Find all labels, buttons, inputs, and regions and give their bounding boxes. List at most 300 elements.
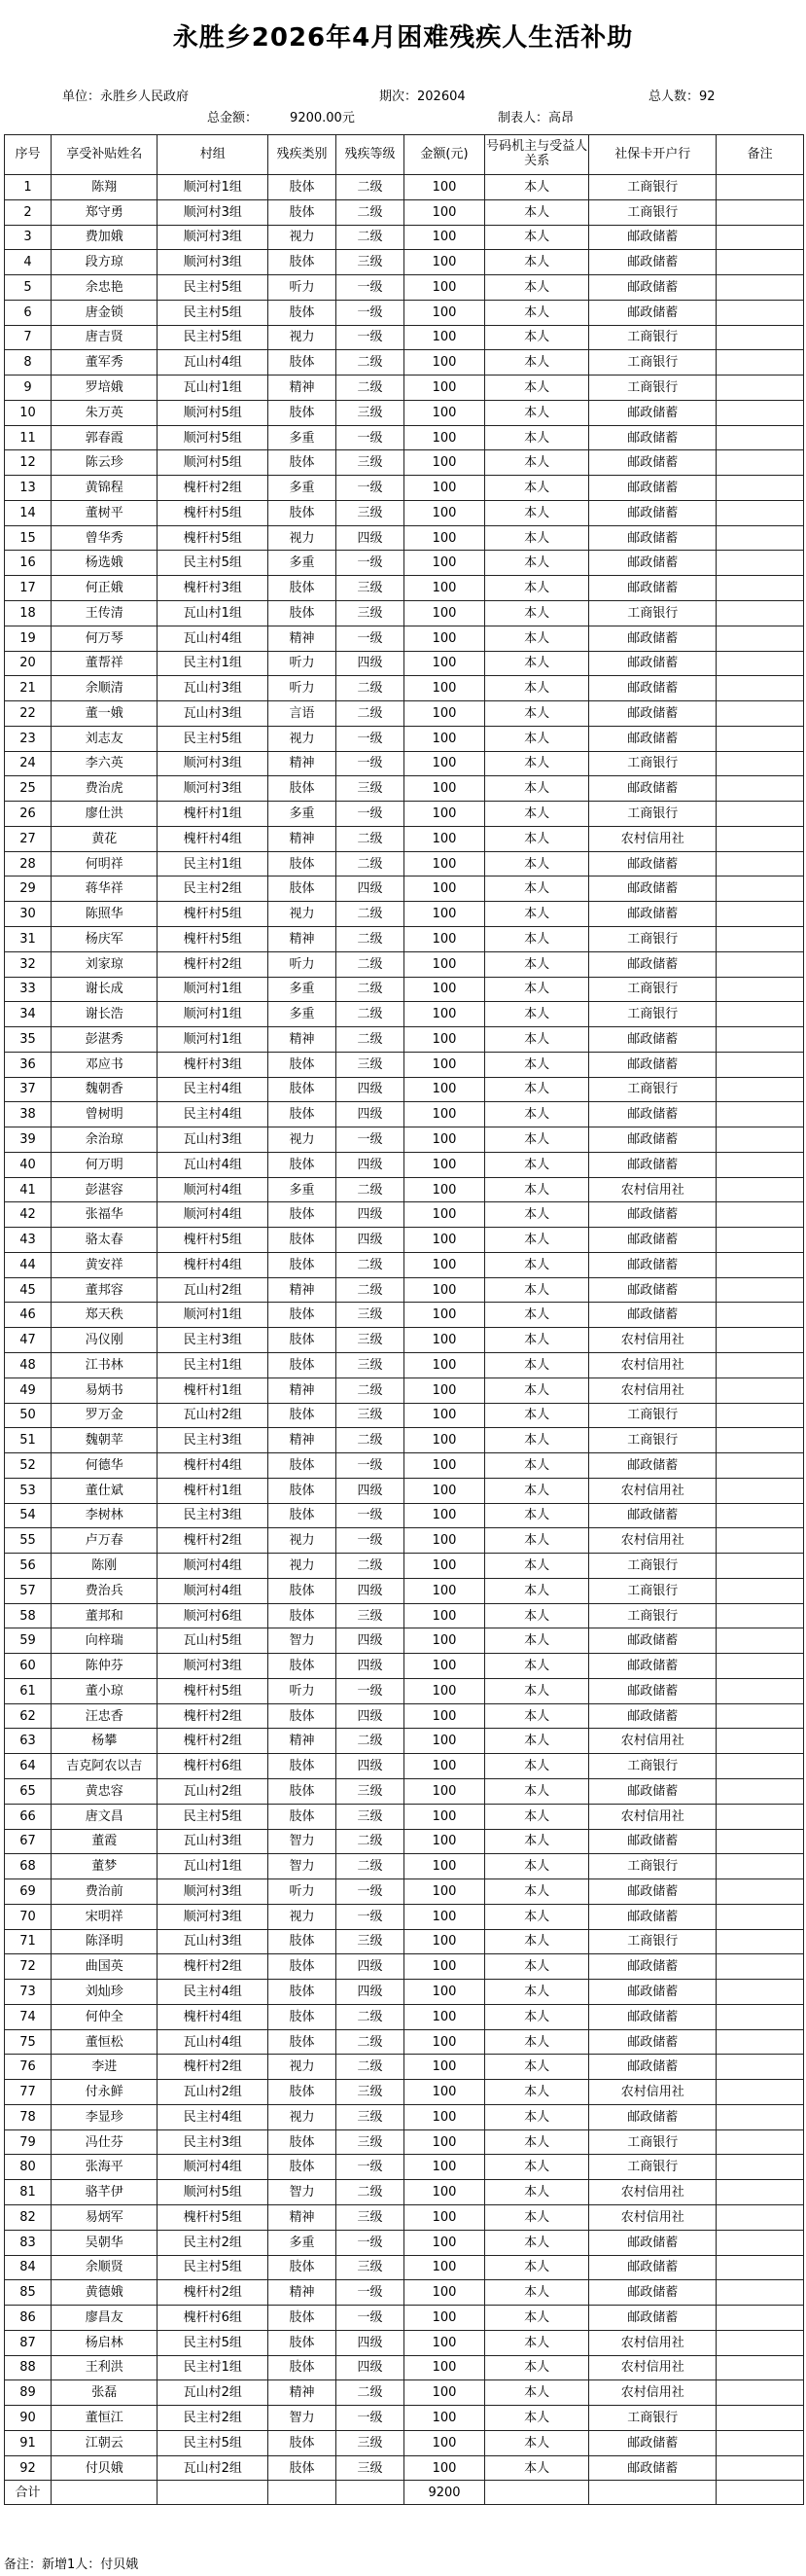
disability-type: 肢体	[268, 1303, 336, 1328]
relation: 本人	[485, 2455, 589, 2481]
bank: 邮政储蓄	[589, 2029, 717, 2055]
disability-level: 三级	[336, 500, 404, 525]
village-group: 槐杆村4组	[158, 2004, 268, 2029]
table-row	[5, 551, 804, 576]
total-cell-empty	[158, 2481, 268, 2505]
disability-level: 四级	[336, 1703, 404, 1729]
bank: 工商银行	[589, 2406, 717, 2431]
row-index: 67	[5, 1829, 52, 1854]
bank: 工商银行	[589, 2129, 717, 2155]
recipient-name: 陈泽明	[52, 1929, 158, 1954]
disability-level: 四级	[336, 1077, 404, 1102]
recipient-name: 杨选娥	[52, 551, 158, 576]
note-cell	[717, 1202, 804, 1228]
disability-level: 四级	[336, 1102, 404, 1127]
recipient-name: 谢长成	[52, 977, 158, 1002]
village-group: 民主村1组	[158, 851, 268, 877]
relation: 本人	[485, 1804, 589, 1829]
recipient-name: 张福华	[52, 1202, 158, 1228]
bank: 农村信用社	[589, 1804, 717, 1829]
village-group: 民主村5组	[158, 1804, 268, 1829]
bank: 工商银行	[589, 601, 717, 626]
note-cell	[717, 1729, 804, 1754]
table-row	[5, 1453, 804, 1479]
row-index: 41	[5, 1177, 52, 1202]
table-row	[5, 2430, 804, 2455]
relation: 本人	[485, 2280, 589, 2306]
recipient-name: 黄德娥	[52, 2280, 158, 2306]
disability-level: 一级	[336, 751, 404, 776]
bank: 邮政储蓄	[589, 225, 717, 250]
note-cell	[717, 802, 804, 827]
recipient-name: 李六英	[52, 751, 158, 776]
relation: 本人	[485, 2230, 589, 2255]
note-cell	[717, 325, 804, 350]
amount: 100	[403, 2104, 484, 2129]
note-cell	[717, 701, 804, 727]
village-group: 槐杆村2组	[158, 1729, 268, 1754]
note-cell	[717, 1002, 804, 1027]
disability-type: 肢体	[268, 2155, 336, 2180]
table-row	[5, 2330, 804, 2355]
village-group: 瓦山村1组	[158, 601, 268, 626]
relation: 本人	[485, 2430, 589, 2455]
recipient-name: 郑守勇	[52, 199, 158, 225]
amount: 100	[403, 1377, 484, 1403]
table-row	[5, 1854, 804, 1879]
disability-type: 肢体	[268, 1503, 336, 1528]
village-group: 顺河村1组	[158, 1303, 268, 1328]
bank: 邮政储蓄	[589, 551, 717, 576]
table-row	[5, 1528, 804, 1554]
relation: 本人	[485, 1152, 589, 1177]
table-row	[5, 476, 804, 501]
amount: 100	[403, 1152, 484, 1177]
amount: 100	[403, 1854, 484, 1879]
disability-type: 言语	[268, 701, 336, 727]
table-row	[5, 2004, 804, 2029]
village-group: 顺河村1组	[158, 1002, 268, 1027]
disability-type: 精神	[268, 1729, 336, 1754]
note-cell	[717, 2306, 804, 2331]
disability-level: 二级	[336, 175, 404, 200]
amount: 100	[403, 2129, 484, 2155]
disability-level: 二级	[336, 951, 404, 977]
relation: 本人	[485, 977, 589, 1002]
row-index: 16	[5, 551, 52, 576]
recipient-name: 张海平	[52, 2155, 158, 2180]
note-cell	[717, 2380, 804, 2406]
row-index: 74	[5, 2004, 52, 2029]
amount: 100	[403, 1603, 484, 1628]
table-row	[5, 1804, 804, 1829]
relation: 本人	[485, 175, 589, 200]
note-cell	[717, 1277, 804, 1303]
relation: 本人	[485, 1854, 589, 1879]
bank: 邮政储蓄	[589, 1052, 717, 1077]
village-group: 槐杆村2组	[158, 1528, 268, 1554]
disability-level: 三级	[336, 576, 404, 601]
village-group: 槐杆村2组	[158, 951, 268, 977]
table-row	[5, 1703, 804, 1729]
bank: 工商银行	[589, 350, 717, 376]
recipient-name: 董邦容	[52, 1277, 158, 1303]
note-cell	[717, 1854, 804, 1879]
disability-level: 三级	[336, 2205, 404, 2231]
disability-level: 二级	[336, 2029, 404, 2055]
recipient-name: 罗培娥	[52, 376, 158, 401]
table-row	[5, 2355, 804, 2380]
table-row	[5, 1929, 804, 1954]
disability-type: 肢体	[268, 1228, 336, 1253]
disability-level: 一级	[336, 2155, 404, 2180]
amount: 100	[403, 651, 484, 676]
relation: 本人	[485, 1328, 589, 1353]
note-cell	[717, 551, 804, 576]
row-index: 15	[5, 525, 52, 551]
bank: 农村信用社	[589, 1328, 717, 1353]
disability-type: 智力	[268, 1628, 336, 1654]
disability-level: 二级	[336, 1252, 404, 1277]
recipient-name: 唐金锁	[52, 300, 158, 325]
bank: 工商银行	[589, 1754, 717, 1779]
total-cell-empty	[336, 2481, 404, 2505]
disability-type: 智力	[268, 1854, 336, 1879]
relation: 本人	[485, 1177, 589, 1202]
table-row	[5, 2029, 804, 2055]
table-row	[5, 2406, 804, 2431]
disability-type: 肢体	[268, 2255, 336, 2280]
village-group: 瓦山村4组	[158, 2029, 268, 2055]
note-cell	[717, 2205, 804, 2231]
disability-type: 肢体	[268, 601, 336, 626]
disability-type: 肢体	[268, 1980, 336, 2005]
note-cell	[717, 626, 804, 651]
total-cell-empty	[589, 2481, 717, 2505]
table-row	[5, 2104, 804, 2129]
village-group: 顺河村3组	[158, 1654, 268, 1679]
recipient-name: 向梓瑞	[52, 1628, 158, 1654]
disability-level: 四级	[336, 1654, 404, 1679]
bank: 邮政储蓄	[589, 776, 717, 802]
bank: 邮政储蓄	[589, 1829, 717, 1854]
note-cell	[717, 1654, 804, 1679]
preparer-label: 制表人：高昂	[498, 111, 575, 125]
total-cell-empty	[717, 2481, 804, 2505]
disability-level: 二级	[336, 1854, 404, 1879]
amount: 100	[403, 1528, 484, 1554]
bank: 农村信用社	[589, 1177, 717, 1202]
amount: 100	[403, 2255, 484, 2280]
recipient-name: 董邦和	[52, 1603, 158, 1628]
recipient-name: 曾树明	[52, 1102, 158, 1127]
bank: 工商银行	[589, 751, 717, 776]
note-cell	[717, 1478, 804, 1503]
bank: 工商银行	[589, 1854, 717, 1879]
disability-type: 听力	[268, 951, 336, 977]
village-group: 瓦山村3组	[158, 1929, 268, 1954]
bank: 工商银行	[589, 1002, 717, 1027]
bank: 工商银行	[589, 175, 717, 200]
row-index: 42	[5, 1202, 52, 1228]
table-row	[5, 1052, 804, 1077]
village-group: 顺河村4组	[158, 1202, 268, 1228]
note-cell	[717, 2029, 804, 2055]
note-cell	[717, 1804, 804, 1829]
village-group: 瓦山村4组	[158, 350, 268, 376]
header-disability-level: 残疾等级	[336, 135, 404, 175]
relation: 本人	[485, 1403, 589, 1428]
amount: 100	[403, 726, 484, 751]
disability-level: 二级	[336, 1829, 404, 1854]
row-index: 39	[5, 1127, 52, 1153]
table-row	[5, 626, 804, 651]
recipient-name: 董小琼	[52, 1678, 158, 1703]
note-cell	[717, 826, 804, 851]
bank: 农村信用社	[589, 1377, 717, 1403]
bank: 邮政储蓄	[589, 1654, 717, 1679]
disability-level: 一级	[336, 275, 404, 301]
disability-level: 四级	[336, 1754, 404, 1779]
amount: 100	[403, 1980, 484, 2005]
total-cell-empty	[52, 2481, 158, 2505]
footnote: 备注：新增1人：付贝娥	[4, 2558, 139, 2572]
relation: 本人	[485, 1528, 589, 1554]
amount: 100	[403, 1002, 484, 1027]
disability-type: 多重	[268, 2230, 336, 2255]
disability-type: 肢体	[268, 1954, 336, 1980]
table-row	[5, 2080, 804, 2105]
table-row	[5, 300, 804, 325]
table-row	[5, 1102, 804, 1127]
disability-level: 二级	[336, 1002, 404, 1027]
bank: 工商银行	[589, 977, 717, 1002]
disability-level: 二级	[336, 1177, 404, 1202]
bank: 邮政储蓄	[589, 1152, 717, 1177]
table-row	[5, 951, 804, 977]
note-cell	[717, 977, 804, 1002]
row-index: 8	[5, 350, 52, 376]
village-group: 槐杆村4组	[158, 1453, 268, 1479]
recipient-name: 陈仲芬	[52, 1654, 158, 1679]
amount: 100	[403, 2306, 484, 2331]
bank: 工商银行	[589, 802, 717, 827]
row-index: 4	[5, 250, 52, 275]
note-cell	[717, 1528, 804, 1554]
amount: 100	[403, 1052, 484, 1077]
relation: 本人	[485, 1929, 589, 1954]
relation: 本人	[485, 1303, 589, 1328]
relation: 本人	[485, 751, 589, 776]
subsidy-table	[4, 134, 804, 2505]
relation: 本人	[485, 2155, 589, 2180]
amount: 100	[403, 1578, 484, 1603]
disability-type: 肢体	[268, 1754, 336, 1779]
recipient-name: 费治前	[52, 1879, 158, 1905]
amount: 100	[403, 851, 484, 877]
relation: 本人	[485, 1127, 589, 1153]
relation: 本人	[485, 2306, 589, 2331]
table-row	[5, 751, 804, 776]
village-group: 顺河村1组	[158, 1027, 268, 1053]
disability-level: 二级	[336, 350, 404, 376]
note-cell	[717, 751, 804, 776]
amount: 100	[403, 1127, 484, 1153]
row-index: 85	[5, 2280, 52, 2306]
village-group: 民主村4组	[158, 1980, 268, 2005]
amount: 100	[403, 1328, 484, 1353]
table-row	[5, 225, 804, 250]
relation: 本人	[485, 1453, 589, 1479]
row-index: 11	[5, 425, 52, 450]
table-row	[5, 1879, 804, 1905]
bank: 邮政储蓄	[589, 2055, 717, 2080]
note-cell	[717, 1052, 804, 1077]
row-index: 27	[5, 826, 52, 851]
row-index: 73	[5, 1980, 52, 2005]
table-row	[5, 776, 804, 802]
recipient-name: 魏朝香	[52, 1077, 158, 1102]
bank: 邮政储蓄	[589, 1027, 717, 1053]
amount: 100	[403, 1252, 484, 1277]
village-group: 槐杆村2组	[158, 476, 268, 501]
disability-level: 一级	[336, 425, 404, 450]
disability-level: 二级	[336, 676, 404, 701]
row-index: 5	[5, 275, 52, 301]
disability-level: 一级	[336, 1503, 404, 1528]
row-index: 87	[5, 2330, 52, 2355]
relation: 本人	[485, 1729, 589, 1754]
village-group: 顺河村3组	[158, 199, 268, 225]
disability-level: 三级	[336, 2255, 404, 2280]
village-group: 槐杆村5组	[158, 2205, 268, 2231]
amount: 100	[403, 2430, 484, 2455]
table-row	[5, 376, 804, 401]
row-index: 23	[5, 726, 52, 751]
disability-level: 三级	[336, 2129, 404, 2155]
row-index: 54	[5, 1503, 52, 1528]
amount: 100	[403, 576, 484, 601]
bank: 邮政储蓄	[589, 2230, 717, 2255]
relation: 本人	[485, 2004, 589, 2029]
row-index: 1	[5, 175, 52, 200]
amount: 100	[403, 1102, 484, 1127]
bank: 邮政储蓄	[589, 1678, 717, 1703]
row-index: 33	[5, 977, 52, 1002]
amount: 100	[403, 1654, 484, 1679]
disability-level: 一级	[336, 2306, 404, 2331]
relation: 本人	[485, 1377, 589, 1403]
row-index: 47	[5, 1328, 52, 1353]
recipient-name: 余顺贤	[52, 2255, 158, 2280]
recipient-name: 谢长浩	[52, 1002, 158, 1027]
disability-level: 一级	[336, 1528, 404, 1554]
recipient-name: 何明祥	[52, 851, 158, 877]
disability-level: 三级	[336, 2455, 404, 2481]
relation: 本人	[485, 325, 589, 350]
table-row	[5, 802, 804, 827]
row-index: 28	[5, 851, 52, 877]
disability-type: 多重	[268, 476, 336, 501]
relation: 本人	[485, 400, 589, 425]
disability-type: 视力	[268, 1127, 336, 1153]
relation: 本人	[485, 250, 589, 275]
row-index: 52	[5, 1453, 52, 1479]
amount: 100	[403, 1678, 484, 1703]
amount: 100	[403, 450, 484, 476]
row-index: 76	[5, 2055, 52, 2080]
note-cell	[717, 2080, 804, 2105]
village-group: 顺河村3组	[158, 751, 268, 776]
amount: 100	[403, 2004, 484, 2029]
note-cell	[717, 2430, 804, 2455]
village-group: 顺河村3组	[158, 1879, 268, 1905]
total-cell-empty	[268, 2481, 336, 2505]
recipient-name: 朱万英	[52, 400, 158, 425]
table-row	[5, 2380, 804, 2406]
row-index: 3	[5, 225, 52, 250]
disability-type: 肢体	[268, 1578, 336, 1603]
disability-type: 视力	[268, 1528, 336, 1554]
amount: 100	[403, 1228, 484, 1253]
disability-type: 视力	[268, 2055, 336, 2080]
relation: 本人	[485, 902, 589, 927]
relation: 本人	[485, 1654, 589, 1679]
recipient-name: 冯仪刚	[52, 1328, 158, 1353]
bank: 邮政储蓄	[589, 1703, 717, 1729]
village-group: 瓦山村3组	[158, 1127, 268, 1153]
disability-type: 肢体	[268, 2080, 336, 2105]
disability-level: 三级	[336, 2080, 404, 2105]
relation: 本人	[485, 1027, 589, 1053]
recipient-name: 郭春霞	[52, 425, 158, 450]
disability-type: 肢体	[268, 851, 336, 877]
village-group: 民主村1组	[158, 2355, 268, 2380]
row-index: 82	[5, 2205, 52, 2231]
row-index: 10	[5, 400, 52, 425]
disability-type: 多重	[268, 551, 336, 576]
bank: 邮政储蓄	[589, 1303, 717, 1328]
disability-type: 肢体	[268, 500, 336, 525]
recipient-name: 黄锦程	[52, 476, 158, 501]
recipient-name: 易炳书	[52, 1377, 158, 1403]
recipient-name: 刘家琼	[52, 951, 158, 977]
recipient-name: 易炳军	[52, 2205, 158, 2231]
note-cell	[717, 1703, 804, 1729]
amount: 100	[403, 751, 484, 776]
disability-type: 精神	[268, 826, 336, 851]
disability-type: 肢体	[268, 2455, 336, 2481]
note-cell	[717, 2280, 804, 2306]
note-cell	[717, 1503, 804, 1528]
recipient-name: 彭湛容	[52, 1177, 158, 1202]
relation: 本人	[485, 776, 589, 802]
relation: 本人	[485, 1954, 589, 1980]
recipient-name: 费加娥	[52, 225, 158, 250]
disability-type: 肢体	[268, 1052, 336, 1077]
recipient-name: 董仕斌	[52, 1478, 158, 1503]
row-index: 9	[5, 376, 52, 401]
disability-level: 一级	[336, 1904, 404, 1929]
disability-type: 肢体	[268, 1328, 336, 1353]
relation: 本人	[485, 551, 589, 576]
bank: 邮政储蓄	[589, 525, 717, 551]
relation: 本人	[485, 2355, 589, 2380]
disability-type: 精神	[268, 2280, 336, 2306]
village-group: 民主村5组	[158, 726, 268, 751]
amount: 100	[403, 1754, 484, 1779]
disability-level: 三级	[336, 1603, 404, 1628]
